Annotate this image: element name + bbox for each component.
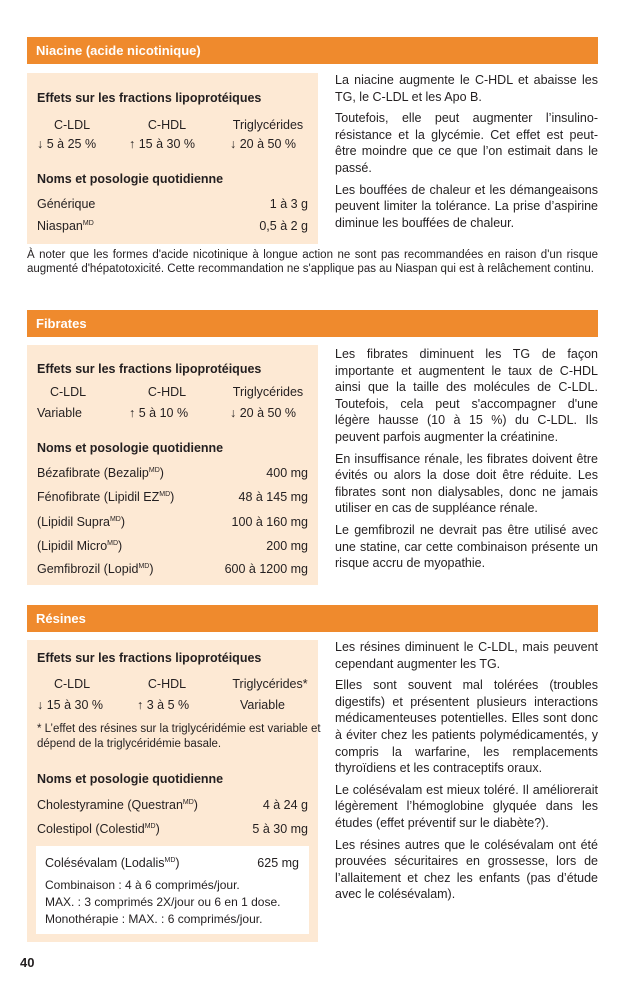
dosage-title: Noms et posologie quotidienne [37, 772, 224, 786]
drug-name: Cholestyramine (Questran$^{MD}$) [37, 798, 198, 812]
col-header-chdl: C-HDL [147, 677, 187, 691]
paragraph: Les fibrates diminuent les TG de façon importante et augmentent le taux de C-HDL ainsi que la taille des molécules de C-LDL. Toutefois, cela peut s'accompagner d'une légère hausse (10 à 15 %) du C-LDL. Ils peuvent parfois augmenter la créatinine. [335, 347, 598, 444]
value-cldl: Variable [37, 406, 82, 420]
drug-name: (Lipidil Micro$^{MD}$) [37, 539, 123, 553]
effects-title: Effets sur les fractions lipoprotéiques [37, 651, 262, 665]
drug-name: Colésévalam (Lodalis$^{MD}$) [45, 856, 180, 870]
panel-resines [27, 640, 321, 942]
col-header-cldl: C-LDL [53, 118, 91, 132]
drug-dose: 1 à 3 g [269, 197, 308, 211]
value-cldl: ↓ 5 à 25 % [37, 137, 97, 151]
col-header-chdl: C-HDL [147, 118, 187, 132]
effects-title: Effets sur les fractions lipoprotéiques [37, 362, 262, 376]
drug-name: Gemfibrozil (Lopid$^{MD}$) [37, 562, 154, 576]
value-tg: ↓ 20 à 50 % [230, 137, 297, 151]
paragraph: Elles sont souvent mal tolérées (troubles digestifs) et présentent plusieurs interactions médicamenteuses potentielles. Elles sont donc à éviter chez les patients polymédicamentés, y compris la warfarine, les remplacements thyroïdiens et les contraceptifs oraux. [335, 678, 598, 776]
drug-dose: 200 mg [266, 539, 308, 553]
drug-dose: 625 mg [257, 856, 299, 870]
col-header-chdl: C-HDL [147, 385, 187, 399]
col-header-tg: Triglycérides [232, 118, 304, 132]
drug-dose: 5 à 30 mg [252, 822, 308, 836]
paragraph: En insuffisance rénale, les fibrates doivent être évités ou alors la dose doit être réduite. Les fibrates sont non dialysables, donc ne jamais utiliser en cas de suppléance rénale. [335, 451, 598, 516]
drug-name: Fénofibrate (Lipidil $EZ^{MD}$) [37, 490, 175, 504]
drug-dose: 600 à 1200 mg [224, 562, 308, 576]
paragraph: Le colésévalam est mieux toléré. Il améliorerait légèrement l’hémoglobine glyquée dans les études (effet préventif sur le diabète?). [335, 782, 598, 830]
paragraph: Les résines autres que le colésévalam ont été prouvées sécuritaires en grossesse, lors de l’allaitement et chez les enfants (pas d’étude avec le colésévalam). [335, 837, 598, 902]
dosage-line: MAX. : 3 comprimés 2X/jour ou 6 en 1 dose. [45, 895, 281, 909]
niacine-note: À noter que les formes d'acide nicotinique à longue action ne sont pas recommandées en raison d'un risque augmenté d'hépatotoxicité. Cette recommandation ne s'applique pas au Niaspan qui est à relâchement continu. [27, 249, 598, 275]
paragraph: Les résines diminuent le C-LDL, mais peuvent cependant augmenter les TG. [335, 640, 598, 671]
col-header-cldl: C-LDL [53, 677, 91, 691]
drug-dose: 4 à 24 g [262, 798, 308, 812]
paragraph: Le gemfibrozil ne devrait pas être utilisé avec une statine, car cette combinaison présente un risque accru de myopathie. [335, 522, 598, 571]
panel-fibrates [27, 345, 318, 585]
dosage-line: Monothérapie : MAX. : 6 comprimés/jour. [45, 912, 263, 926]
footnote: * L’effet des résines sur la triglycéridémie est variable et dépend de la triglycéridémie basale. [37, 723, 321, 750]
paragraph: Les bouffées de chaleur et les démangeaisons peuvent limiter la tolérance. La prise d’aspirine diminue les bouffées de chaleur. [335, 182, 598, 230]
col-header-tg: Triglycérides* [232, 677, 308, 691]
resines-description [335, 639, 598, 908]
effects-title: Effets sur les fractions lipoprotéiques [37, 91, 262, 105]
value-cldl: ↓ 15 à 30 % [37, 698, 104, 712]
page-number: 40 [20, 955, 35, 970]
section-header-niacine: Niacine (acide nicotinique) [27, 37, 598, 64]
value-chdl: ↑ 3 à 5 % [137, 698, 190, 712]
drug-name: (Lipidil Supra$^{MD}$) [37, 515, 126, 529]
drug-name: Colestipol (Colestid$^{MD}$) [37, 822, 160, 836]
value-chdl: ↑ 15 à 30 % [129, 137, 196, 151]
dosage-line: Combinaison : 4 à 6 comprimés/jour. [45, 878, 240, 892]
dosage-title: Noms et posologie quotidienne [37, 441, 224, 455]
niacine-description [335, 72, 598, 236]
drug-dose: 400 mg [266, 466, 308, 480]
drug-dose: 0,5 à 2 g [259, 219, 308, 233]
value-tg: ↓ 20 à 50 % [230, 406, 297, 420]
drug-dose: 100 à 160 mg [231, 515, 308, 529]
paragraph: La niacine augmente le C-HDL et abaisse les TG, le C-LDL et les Apo B. [335, 73, 598, 104]
drug-name: Bézafibrate (Bezalip$^{MD}$) [37, 466, 164, 480]
paragraph: Toutefois, elle peut augmenter l’insulino-résistance et la glycémie. Cet effet est peut-être moindre que ce que l’on estimait dans le passé. [335, 111, 598, 175]
drug-dose: 48 à 145 mg [238, 490, 308, 504]
value-tg: Variable [240, 698, 285, 712]
section-header-fibrates: Fibrates [27, 310, 598, 337]
drug-name: Générique [37, 197, 96, 211]
col-header-tg: Triglycérides [232, 385, 304, 399]
col-header-cldl: C-LDL [49, 385, 87, 399]
panel-niacine [27, 73, 318, 244]
value-chdl: ↑ 5 à 10 % [129, 406, 189, 420]
fibrates-description [335, 346, 598, 577]
colesevelam-box [36, 846, 309, 934]
section-header-resines: Résines [27, 605, 598, 632]
drug-name: Niaspan$^{MD}$ [37, 219, 94, 233]
dosage-title: Noms et posologie quotidienne [37, 172, 224, 186]
